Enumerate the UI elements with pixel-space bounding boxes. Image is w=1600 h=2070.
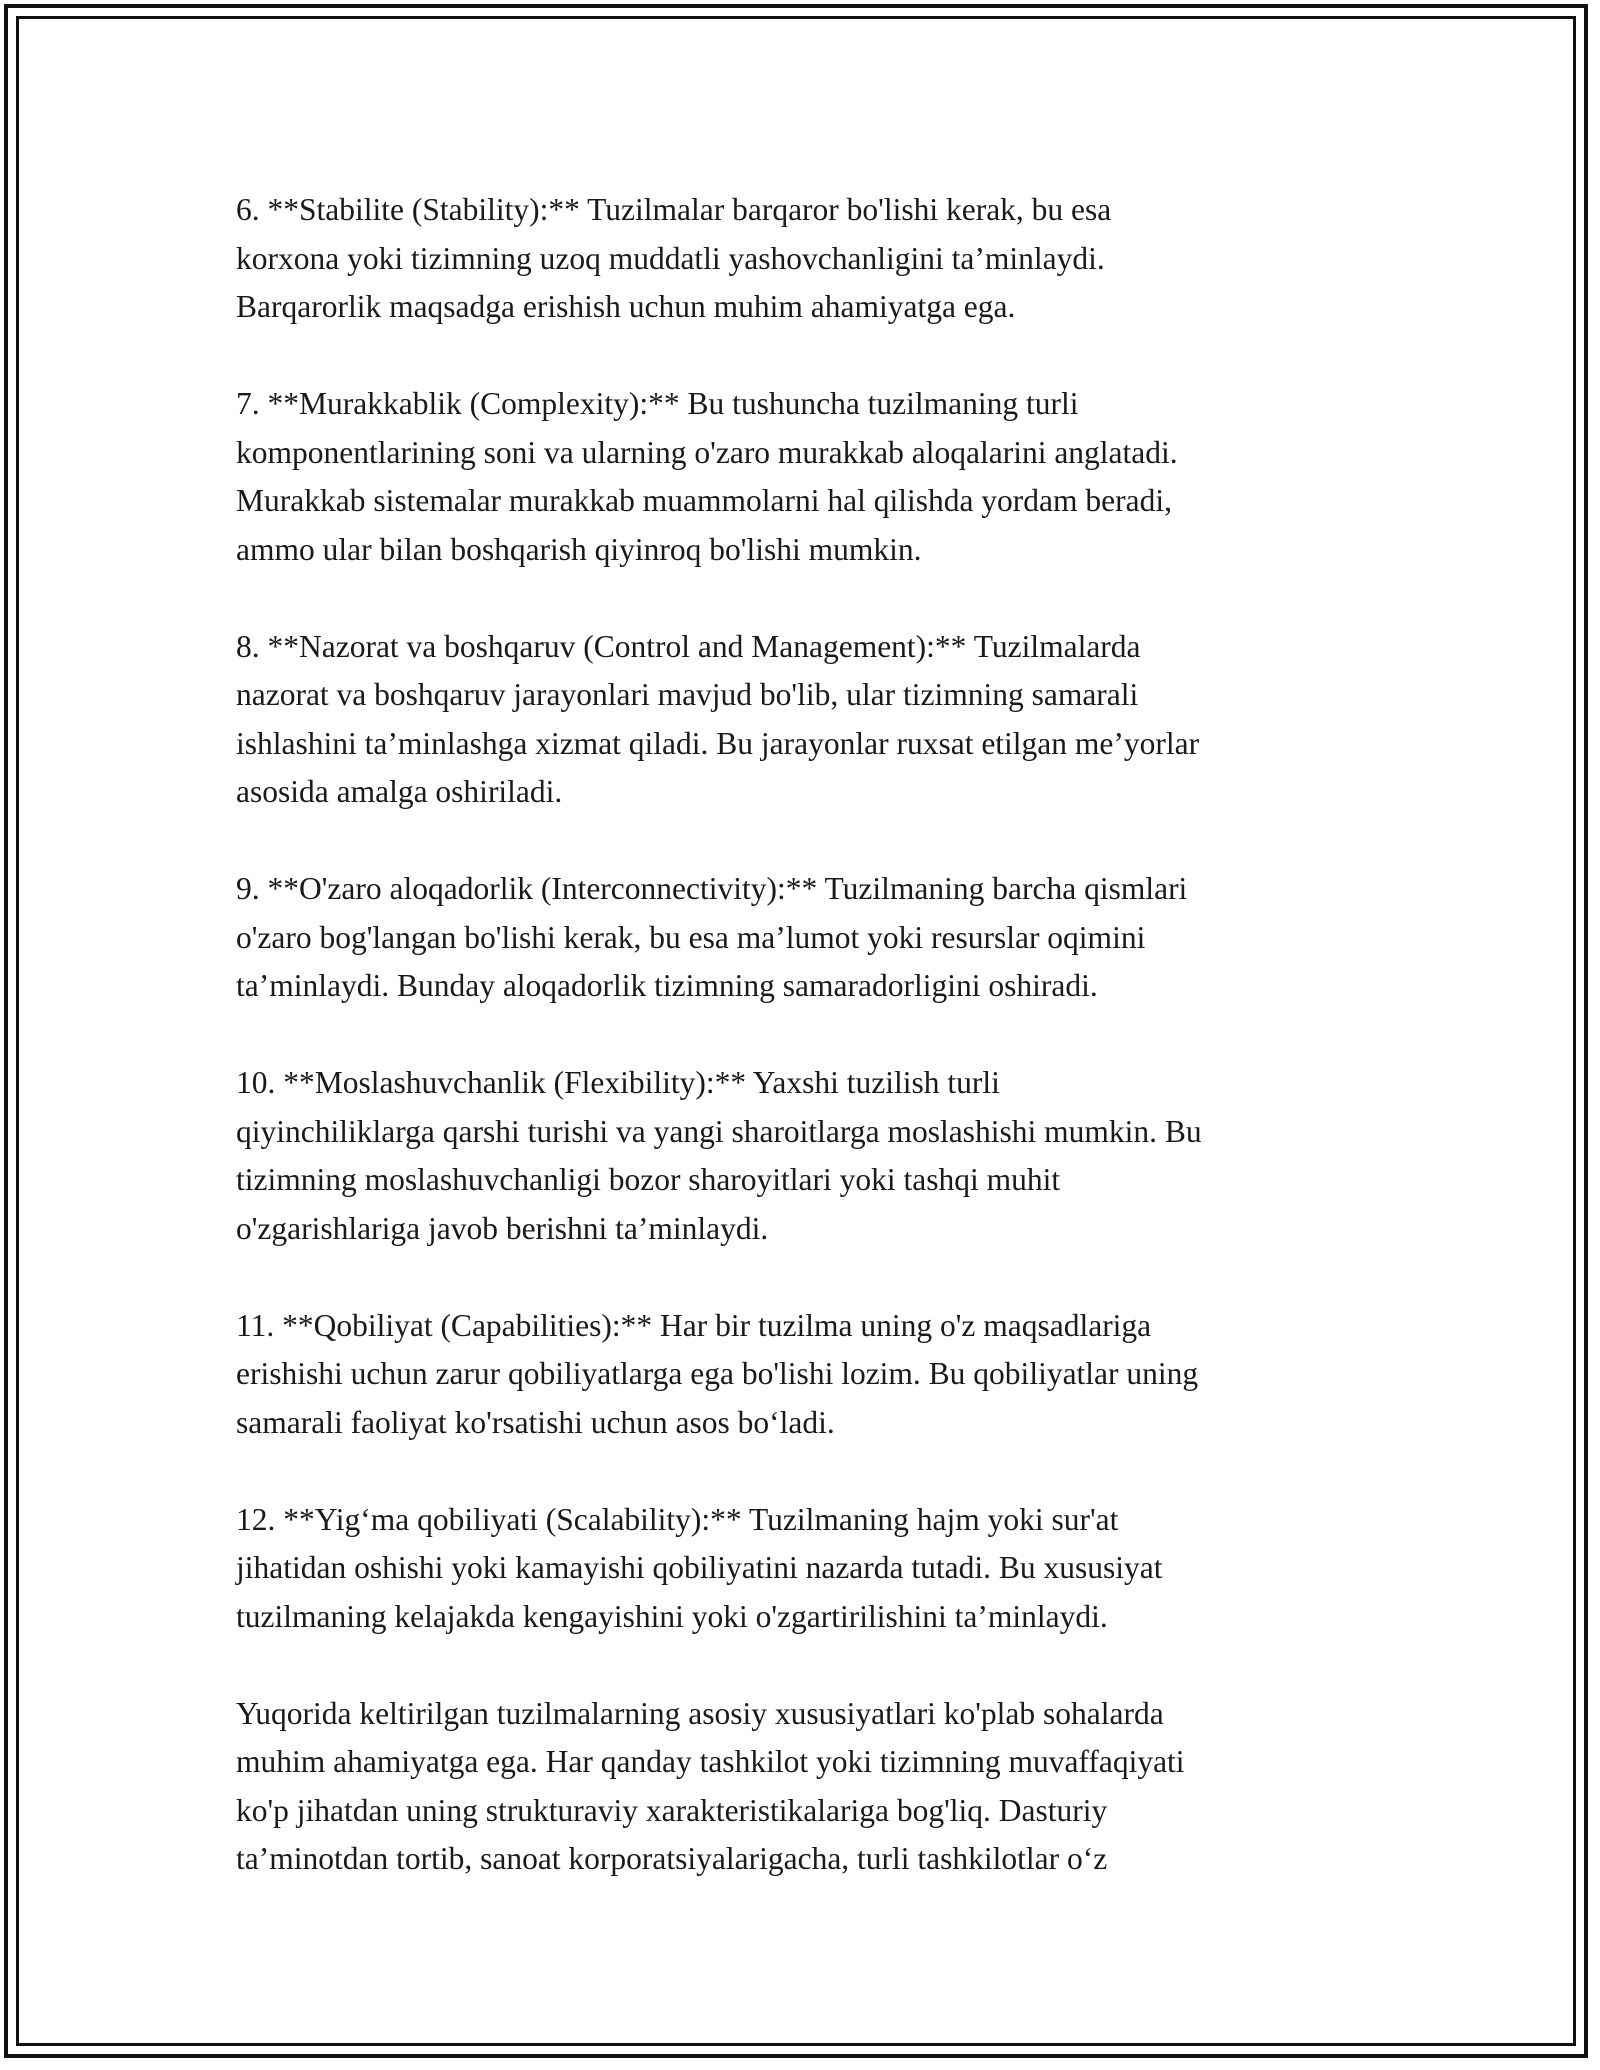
paragraph-stability: 6. **Stabilite (Stability):** Tuzilmalar barqaror bo'lishi kerak, bu esa korxona yoki tizimning uzoq muddatli yashovchanligini ta’minlaydi. Barqarorlik maqsadga erishish uchun muhim ahamiyatga ega. [236, 192, 1112, 324]
paragraph-scalability: 12. **Yig‘ma qobiliyati (Scalability):** Tuzilmaning hajm yoki sur'at jihatidan oshishi yoki kamayishi qobiliyatini nazarda tutadi. Bu xususiyat tuzilmaning kelajakda kengayishini yoki o'zgartirilishini ta’minlaydi. [236, 1501, 1163, 1634]
paragraph-interconnectivity: 9. **O'zaro aloqadorlik (Interconnectivity):** Tuzilmaning barcha qismlari o'zaro bog'langan bo'lishi kerak, bu esa ma’lumot yoki resurslar oqimini ta’minlaydi. Bunday aloqadorlik tizimning samaradorligini oshiradi. [236, 871, 1188, 1003]
paragraph-flexibility: 10. **Moslashuvchanlik (Flexibility):** Yaxshi tuzilish turli qiyinchiliklarga qarshi turishi va yangi sharoitlarga moslashishi mumkin. Bu tizimning moslashuvchanligi bozor sharoyitlari yoki tashqi muhit o'zgarishlariga javob berishni ta’minlaydi. [236, 1065, 1202, 1246]
paragraph-control-management: 8. **Nazorat va boshqaruv (Control and Management):** Tuzilmalarda nazorat va boshqaruv jarayonlari mavjud bo'lib, ular tizimning samarali ishlashini ta’minlashga xizmat qiladi. Bu jarayonlar ruxsat etilgan me’yorlar asosida amalga oshiriladi. [236, 628, 1200, 809]
paragraph-complexity: 7. **Murakkablik (Complexity):** Bu tushuncha tuzilmaning turli komponentlarining soni va ularning o'zaro murakkab aloqalarini anglatadi. Murakkab sistemalar murakkab muammolarni hal qilishda yordam beradi, ammo ular bilan boshqarish qiyinroq bo'lishi mumkin. [236, 386, 1178, 567]
paragraph-capabilities: 11. **Qobiliyat (Capabilities):** Har bir tuzilma uning o'z maqsadlariga erishishi uchun zarur qobiliyatlarga ega bo'lishi lozim. Bu qobiliyatlar uning samarali faoliyat ko'rsatishi uchun asos bo‘ladi. [236, 1307, 1199, 1440]
paragraph-summary: Yuqorida keltirilgan tuzilmalarning asosiy xususiyatlari ko'plab sohalarda muhim ahamiyatga ega. Har qanday tashkilot yoki tizimning muvaffaqiyati ko'p jihatdan uning strukturaviy xarakteristikalariga bog'liq. Dasturiy ta’minotdan tortib, sanoat korporatsiyalarigacha, turli tashkilotlar o‘z [236, 1695, 1185, 1876]
document-body [236, 186, 1366, 1884]
